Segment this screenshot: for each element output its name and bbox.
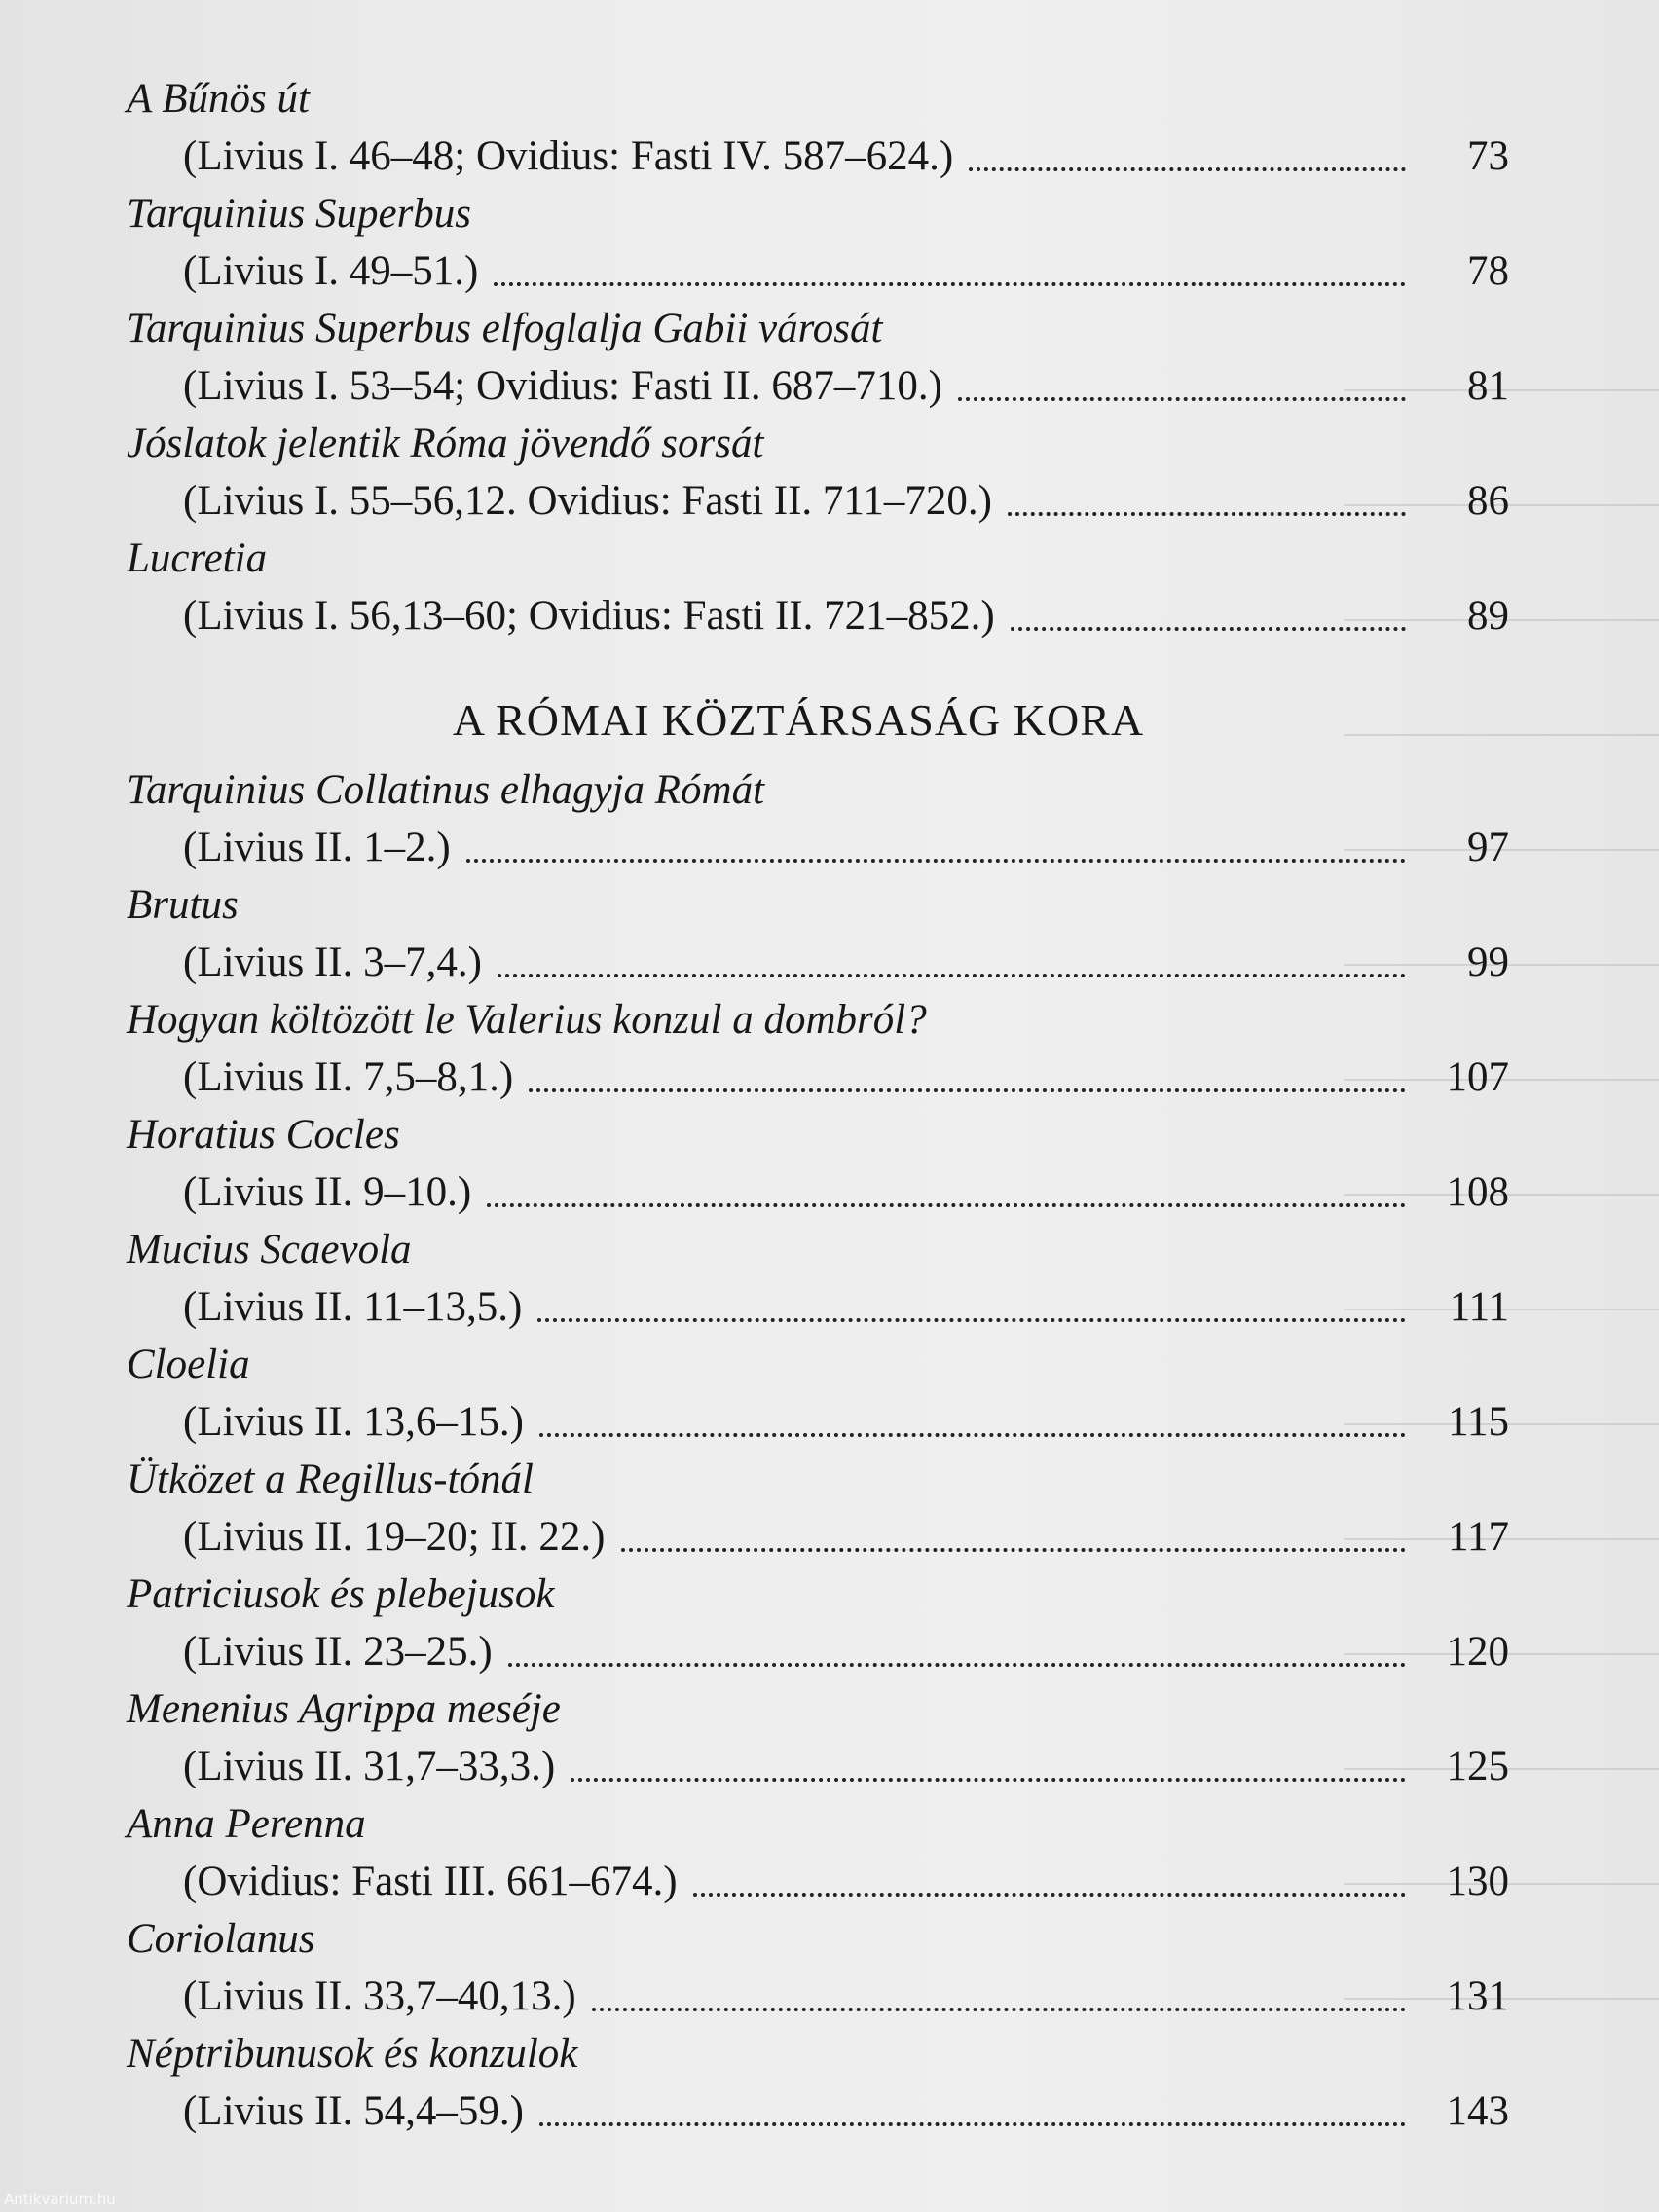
entry-source: (Livius II. 33,7–40,13.) (183, 1973, 576, 2019)
entry-title: Hogyan költözött le Valerius konzul a dombról? (127, 997, 927, 1043)
entry-source: (Livius I. 53–54; Ovidius: Fasti II. 687–710.) (183, 363, 942, 409)
dot-leader (1008, 512, 1406, 516)
entry-reference-line (127, 1392, 1509, 1453)
toc-section-kings (127, 72, 1509, 646)
entry-page-number: 81 (1467, 363, 1509, 409)
entry-reference-line (127, 1048, 1509, 1108)
toc-entry (127, 1682, 1509, 1797)
entry-title: Tarquinius Superbus elfoglalja Gabii városát (127, 306, 883, 351)
entry-source: (Livius I. 46–48; Ovidius: Fasti IV. 587–624.) (183, 133, 954, 179)
entry-title: Horatius Cocles (127, 1112, 400, 1158)
entry-reference-line (127, 241, 1509, 302)
entry-page-number: 125 (1446, 1744, 1509, 1789)
entry-source: (Livius II. 1–2.) (183, 825, 451, 870)
dot-leader (969, 167, 1406, 171)
entry-page-number: 86 (1467, 478, 1509, 524)
entry-title: Tarquinius Superbus (127, 191, 472, 237)
toc-entry (127, 1223, 1509, 1338)
entry-page-number: 107 (1446, 1054, 1509, 1100)
toc-entry (127, 2027, 1509, 2142)
entry-title: A Bűnös út (127, 76, 310, 122)
dot-leader (1011, 627, 1406, 631)
dot-leader (508, 1663, 1406, 1667)
entry-title: Coriolanus (127, 1916, 315, 1962)
entry-title: Néptribunusok és konzulok (127, 2031, 578, 2077)
entry-page-number: 120 (1446, 1629, 1509, 1675)
entry-source: (Livius II. 19–20; II. 22.) (183, 1514, 606, 1560)
dot-leader (529, 1088, 1406, 1092)
entry-page-number: 78 (1467, 248, 1509, 294)
entry-page-number: 130 (1446, 1859, 1509, 1904)
toc-entry (127, 187, 1509, 302)
entry-reference-line (127, 471, 1509, 532)
dot-leader (494, 282, 1406, 286)
entry-reference-line (127, 1507, 1509, 1567)
dot-leader (539, 2122, 1406, 2126)
toc-entry (127, 878, 1509, 993)
entry-page-number: 108 (1446, 1169, 1509, 1215)
toc-entry (127, 532, 1509, 646)
dot-leader (539, 1433, 1406, 1437)
entry-source: (Livius II. 3–7,4.) (183, 940, 482, 985)
entry-reference-line (127, 818, 1509, 878)
entry-title: Cloelia (127, 1342, 250, 1387)
toc-entry (127, 72, 1509, 187)
dot-leader (592, 2008, 1406, 2011)
toc-entry (127, 1912, 1509, 2027)
entry-title: Brutus (127, 882, 239, 928)
toc-section-republic (127, 763, 1509, 2142)
toc-entry (127, 417, 1509, 532)
entry-page-number: 99 (1467, 940, 1509, 985)
entry-page-number: 97 (1467, 825, 1509, 870)
entry-source: (Livius II. 13,6–15.) (183, 1399, 524, 1445)
entry-page-number: 89 (1467, 593, 1509, 639)
section-heading: A RÓMAI KÖZTÁRSASÁG KORA (452, 695, 1145, 745)
toc-entry (127, 763, 1509, 878)
dot-leader (958, 397, 1406, 401)
table-of-contents (127, 72, 1509, 2142)
entry-title: Anna Perenna (127, 1801, 366, 1847)
entry-source: (Livius I. 56,13–60; Ovidius: Fasti II. 721–852.) (183, 593, 995, 639)
entry-title: Tarquinius Collatinus elhagyja Rómát (127, 767, 765, 813)
entry-page-number: 111 (1449, 1284, 1509, 1330)
toc-entry (127, 1453, 1509, 1567)
entry-reference-line (127, 586, 1509, 646)
entry-title: Lucretia (127, 535, 268, 581)
entry-title: Mucius Scaevola (127, 1227, 412, 1272)
entry-reference-line (127, 2082, 1509, 2142)
entry-source: (Livius II. 11–13,5.) (183, 1284, 523, 1330)
entry-page-number: 115 (1448, 1399, 1509, 1445)
dot-leader (537, 1318, 1406, 1322)
entry-source: (Livius II. 9–10.) (183, 1169, 472, 1215)
entry-reference-line (127, 1162, 1509, 1223)
entry-source: (Livius II. 7,5–8,1.) (183, 1054, 514, 1100)
dot-leader (571, 1778, 1406, 1782)
watermark: Antikvarium.hu (4, 2191, 116, 2208)
entry-reference-line (127, 1277, 1509, 1338)
toc-entry (127, 302, 1509, 417)
entry-reference-line (127, 1737, 1509, 1797)
dot-leader (498, 974, 1406, 977)
entry-reference-line (127, 356, 1509, 417)
entry-title: Menenius Agrippa meséje (127, 1686, 561, 1732)
entry-page-number: 73 (1467, 133, 1509, 179)
entry-reference-line (127, 1622, 1509, 1682)
entry-source: (Livius I. 49–51.) (183, 248, 479, 294)
entry-source: (Ovidius: Fasti III. 661–674.) (183, 1859, 678, 1904)
toc-entry (127, 1108, 1509, 1223)
entry-reference-line (127, 127, 1509, 187)
toc-entry (127, 1338, 1509, 1453)
dot-leader (621, 1548, 1406, 1552)
dot-leader (466, 859, 1406, 863)
entry-page-number: 143 (1446, 2088, 1509, 2134)
entry-title: Ütközet a Regillus-tónál (127, 1456, 534, 1502)
entry-source: (Livius I. 55–56,12. Ovidius: Fasti II. 711–720.) (183, 478, 992, 524)
entry-source: (Livius II. 31,7–33,3.) (183, 1744, 556, 1789)
entry-source: (Livius II. 54,4–59.) (183, 2088, 524, 2134)
dot-leader (487, 1203, 1406, 1207)
entry-title: Jóslatok jelentik Róma jövendő sorsát (127, 421, 764, 466)
toc-entry (127, 1567, 1509, 1682)
toc-entry (127, 993, 1509, 1108)
entry-reference-line (127, 1967, 1509, 2027)
toc-entry (127, 1797, 1509, 1912)
entry-page-number: 131 (1446, 1973, 1509, 2019)
entry-reference-line (127, 933, 1509, 993)
entry-title: Patriciusok és plebejusok (127, 1571, 555, 1617)
entry-page-number: 117 (1448, 1514, 1509, 1560)
entry-reference-line (127, 1852, 1509, 1912)
entry-source: (Livius II. 23–25.) (183, 1629, 493, 1675)
dot-leader (693, 1893, 1406, 1897)
